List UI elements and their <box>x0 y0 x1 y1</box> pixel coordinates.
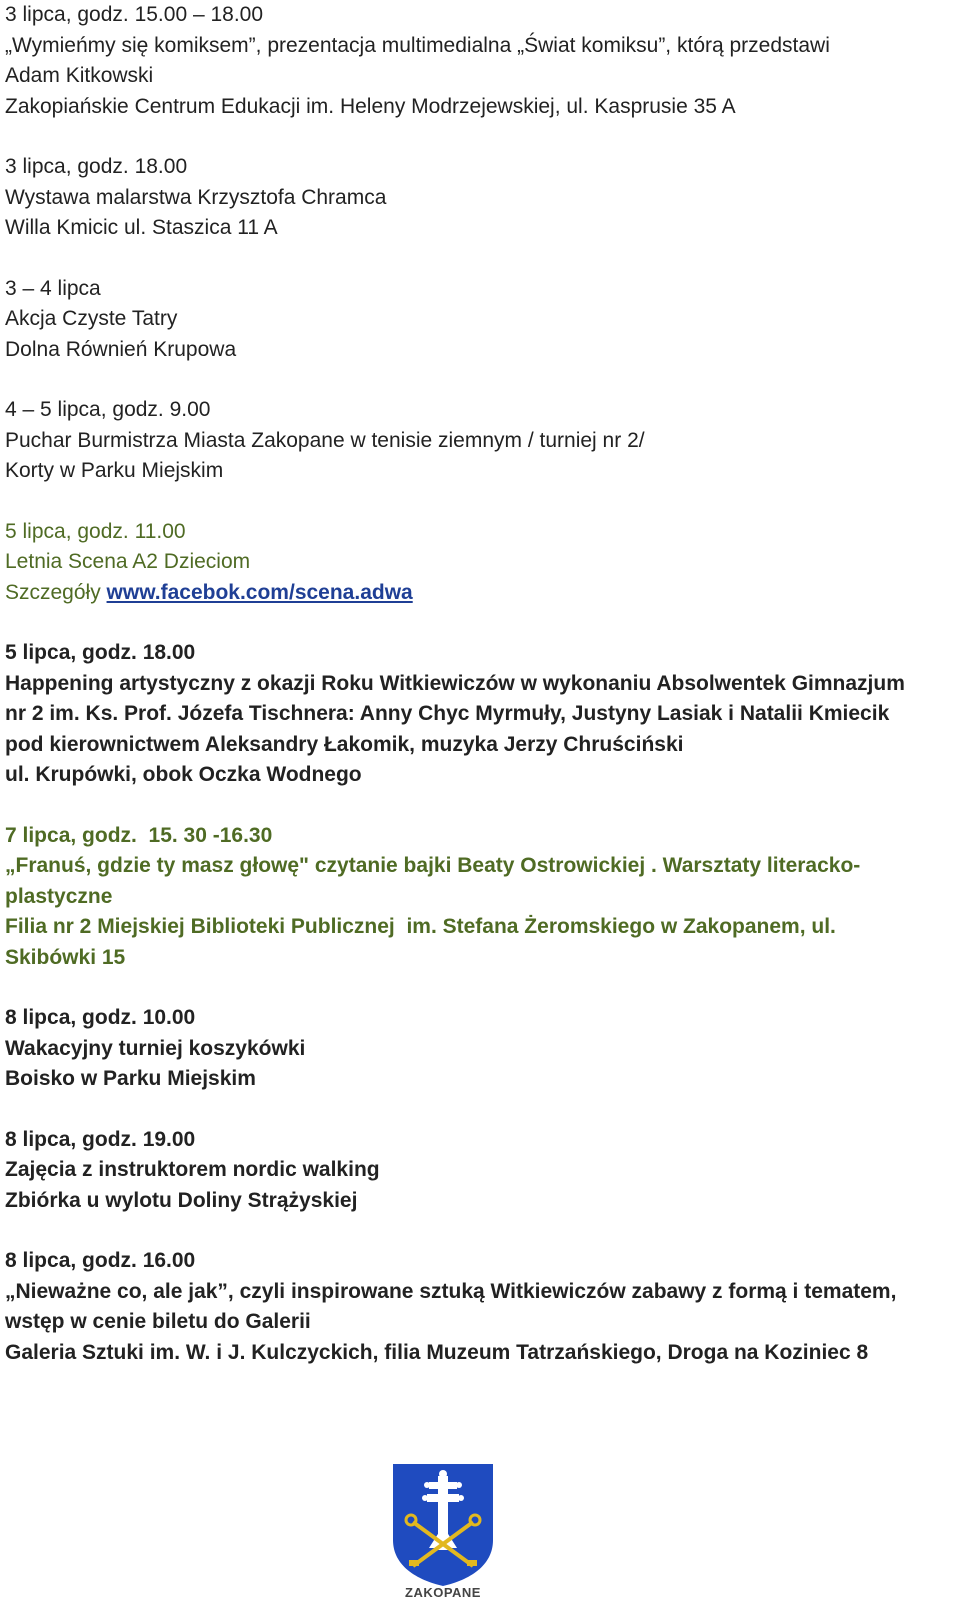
event-title: „Franuś, gdzie ty masz głowę" czytanie bajki Beaty Ostrowickiej . Warsztaty literacko- <box>5 854 861 877</box>
event-date: 8 lipca, godz. 19.00 <box>5 1127 196 1151</box>
event-title: Letnia Scena A2 Dzieciom <box>5 550 251 573</box>
facebook-link[interactable]: www.facebok.com/scena.adwa <box>106 580 413 604</box>
event-date: 5 lipca, godz. 18.00 <box>5 641 196 664</box>
event-item <box>5 152 955 244</box>
coat-of-arms-icon <box>391 1462 495 1599</box>
event-location: ul. Krupówki, obok Oczka Wodnego <box>5 763 362 786</box>
details-label: Szczegóły <box>5 580 107 604</box>
event-item <box>5 638 955 791</box>
event-date: 3 lipca, godz. 18.00 <box>5 155 188 178</box>
event-item <box>5 517 955 609</box>
event-location: Boisko w Parku Miejskim <box>5 1067 256 1090</box>
event-item <box>5 1246 955 1368</box>
event-title: Puchar Burmistrza Miasta Zakopane w tenisie ziemnym / turniej nr 2/ <box>5 428 645 452</box>
logo-caption: ZAKOPANE <box>405 1585 481 1600</box>
event-date: 3 lipca, godz. 15.00 – 18.00 <box>5 3 264 26</box>
event-item <box>5 1125 955 1217</box>
event-item <box>5 274 955 366</box>
event-location: Korty w Parku Miejskim <box>5 459 224 482</box>
event-title-cont: Adam Kitkowski <box>5 64 154 87</box>
event-title: Wakacyjny turniej koszykówki <box>5 1036 306 1060</box>
event-title-cont: pod kierownictwem Aleksandry Łakomik, muzyka Jerzy Chruściński <box>5 732 684 756</box>
event-title-cont: plastyczne <box>5 884 113 908</box>
event-title: Akcja Czyste Tatry <box>5 307 178 330</box>
event-title: Zajęcia z instruktorem nordic walking <box>5 1158 380 1181</box>
zakopane-coat-of-arms-logo <box>391 1462 495 1599</box>
event-list <box>5 0 955 1398</box>
event-title-cont: nr 2 im. Ks. Prof. Józefa Tischnera: Anny Chyc Myrmuły, Justyny Lasiak i Natalii Kmiecik <box>5 702 890 725</box>
event-date: 8 lipca, godz. 16.00 <box>5 1249 196 1272</box>
event-item <box>5 1003 955 1095</box>
event-location: Dolna Równień Krupowa <box>5 337 237 361</box>
event-item <box>5 821 955 974</box>
event-date: 4 – 5 lipca, godz. 9.00 <box>5 398 211 421</box>
event-date: 3 – 4 lipca <box>5 276 101 300</box>
event-title: Wystawa malarstwa Krzysztofa Chramca <box>5 185 387 209</box>
event-title: „Wymieńmy się komiksem”, prezentacja multimedialna „Świat komiksu”, którą przedstawi <box>5 33 830 57</box>
event-item <box>5 395 955 487</box>
event-details <box>5 578 955 609</box>
event-date: 7 lipca, godz. 15. 30 -16.30 <box>5 823 273 847</box>
event-location: Zbiórka u wylotu Doliny Strążyskiej <box>5 1188 358 1212</box>
event-date: 5 lipca, godz. 11.00 <box>5 519 186 543</box>
event-date: 8 lipca, godz. 10.00 <box>5 1006 196 1029</box>
event-title: Happening artystyczny z okazji Roku Witkiewiczów w wykonaniu Absolwentek Gimnazjum <box>5 671 905 695</box>
event-item <box>5 0 955 122</box>
event-location: Filia nr 2 Miejskiej Biblioteki Publicznej im. Stefana Żeromskiego w Zakopanem, ul. <box>5 915 836 938</box>
event-location: Willa Kmicic ul. Staszica 11 A <box>5 216 278 239</box>
event-location-cont: Skibówki 15 <box>5 945 126 969</box>
event-location: Galeria Sztuki im. W. i J. Kulczyckich, filia Muzeum Tatrzańskiego, Droga na Koziniec 8 <box>5 1340 869 1364</box>
event-title: „Nieważne co, ale jak”, czyli inspirowane sztuką Witkiewiczów zabawy z formą i tematem, <box>5 1279 897 1303</box>
event-title-cont: wstęp w cenie biletu do Galerii <box>5 1310 311 1333</box>
event-location: Zakopiańskie Centrum Edukacji im. Heleny Modrzejewskiej, ul. Kasprusie 35 A <box>5 94 736 118</box>
